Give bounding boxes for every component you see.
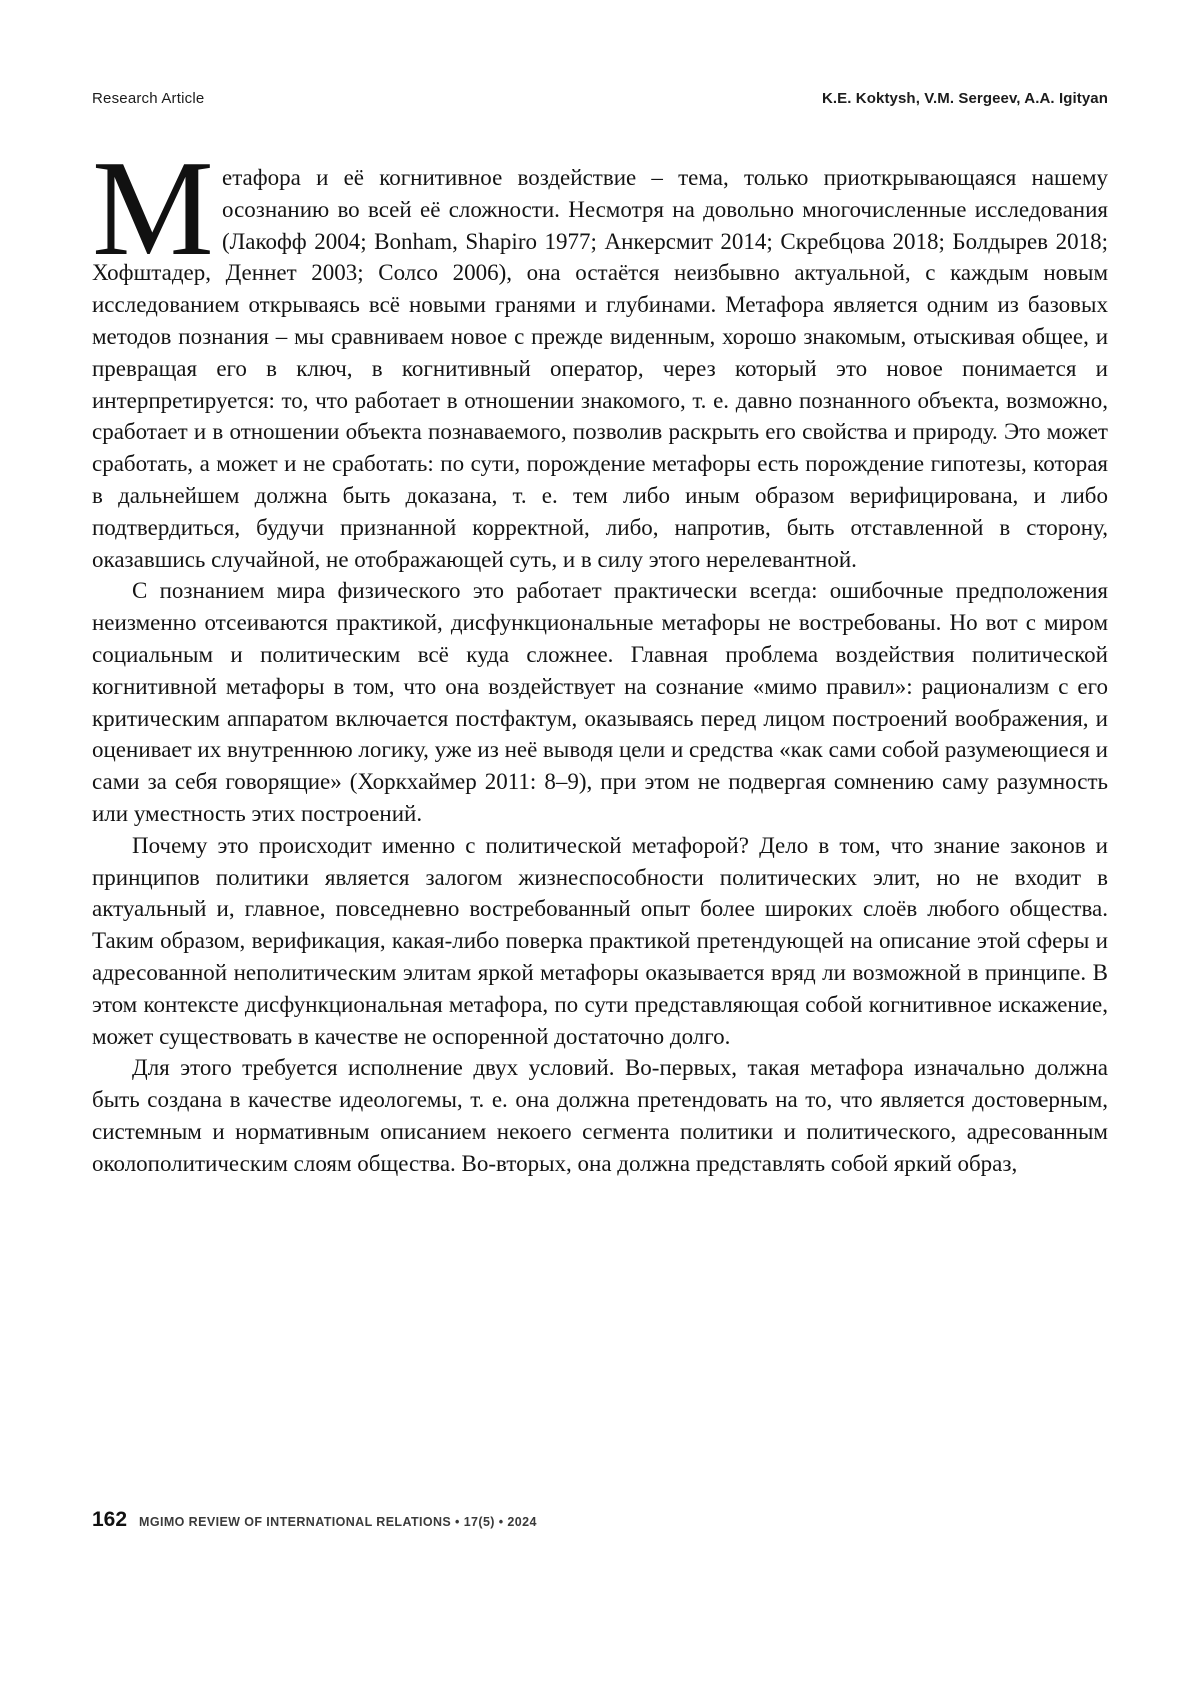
paragraph (92, 132, 1108, 575)
paragraph: Почему это происходит именно с политической метафорой? Дело в том, что знание законов и принципов политики является залогом жизнеспособности политических элит, но не входит в актуальный и, главное, повседневно востребованный опыт более широких слоёв любого общества. Таким образом, верификация, какая-либо поверка практикой претендующей на описание этой сферы и адресованной неполитическим элитам яркой метафоры оказывается вряд ли возможной в принципе. В этом контексте дисфункциональная метафора, по сути представляющая собой когнитивное искажение, может существовать в качестве не оспоренной достаточно долго. (92, 832, 1108, 1049)
paragraph: С познанием мира физического это работает практически всегда: ошибочные предположения неизменно отсеиваются практикой, дисфункциональные метафоры не востребованы. Но вот с миром социальным и политическим всё куда сложнее. Главная проблема воздействия политической когнитивной метафоры в том, что она воздействует на сознание «мимо правил»: рационализм с его критическим аппаратом включается постфактум, оказываясь перед лицом построений воображения, и оценивает их внутреннюю логику, уже из неё выводя цели и средства «как сами собой разумеющиеся и сами за себя говорящие» (Хоркхаймер 2011: 8–9), при этом не подвергая сомнению саму разумность или уместность этих построений. (92, 578, 1108, 826)
paragraph-text: етафора и её когнитивное воздействие – тема, только приоткрывающаяся нашему осознанию во всей её сложности. Несмотря на довольно многочисленные исследования (Лакофф 2004; Bonham, Shapiro 1977; Анкерсмит 2014; Скребцова 2018; Болдырев 2018; Хофштадер, Деннет 2003; Солсо 2006), она остаётся неизбывно актуальной, с каждым новым исследованием открываясь всё новыми гранями и глубинами. Метафора является одним из базовых методов познания – мы сравниваем новое с прежде виденным, хорошо знакомым, отыскивая общее, и превращая его в ключ, в когнитивный оператор, через который это новое понимается и интерпретируется: то, что работает в отношении знакомого, т. е. давно познанного объекта, возможно, сработает и в отношении объекта познаваемого, позволив раскрыть его свойства и природу. Это может сработать, а может и не сработать: по сути, порождение метафоры есть порождение гипотезы, которая в дальнейшем должна быть доказана, т. е. тем либо иным образом верифицирована, и либо подтвердиться, будучи признанной корректной, либо, напротив, быть отставленной в сторону, оказавшись случайной, не отображающей суть, и в силу этого нерелевантной. (92, 165, 1108, 572)
page-header (92, 90, 1108, 107)
authors: K.E. Koktysh, V.M. Sergeev, A.A. Igityan (821, 90, 1108, 107)
article-body (92, 132, 1108, 1180)
article-type-label: Research Article (92, 90, 205, 107)
page-number: 162 (92, 1508, 128, 1531)
drop-cap: М (92, 132, 214, 284)
journal-info: MGIMO REVIEW OF INTERNATIONAL RELATIONS • 17(5) • 2024 (139, 1515, 537, 1529)
page-footer (92, 1508, 1108, 1532)
paragraph: Для этого требуется исполнение двух условий. Во-первых, такая метафора изначально должна быть создана в качестве идеологемы, т. е. она должна претендовать на то, что является достоверным, системным и нормативным описанием некоего сегмента политики и политического, адресованным околополитическим слоям общества. Во-вторых, она должна представлять собой яркий образ, (92, 1055, 1108, 1176)
